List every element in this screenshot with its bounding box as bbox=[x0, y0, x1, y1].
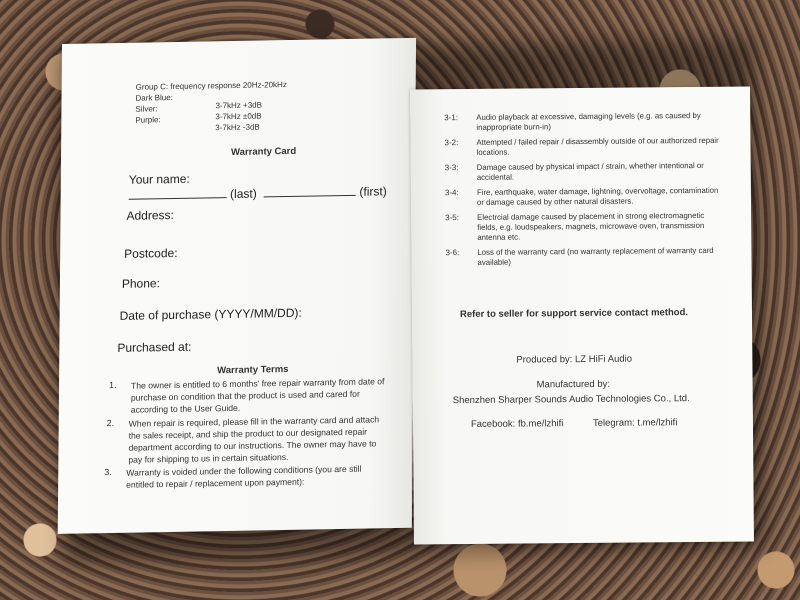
first-label: (first) bbox=[359, 184, 387, 199]
purchased-at-label: Purchased at: bbox=[117, 339, 192, 355]
manufacturer-company: Shenzhen Sharper Sounds Audio Technologies Co., Ltd. bbox=[452, 393, 690, 407]
frequency-group: Group C: frequency response 20Hz-20kHz bbox=[135, 80, 287, 92]
term-number: 3. bbox=[104, 467, 112, 478]
condition-number: 3-3: bbox=[444, 163, 459, 173]
left-page bbox=[58, 38, 416, 534]
term-text: Warranty is voided under the following conditions (you are still entitled to repair / replacement upon payment): bbox=[126, 463, 362, 490]
filter-value-dark-blue: 3-7kHz +3dB bbox=[215, 100, 263, 111]
condition-number: 3-2: bbox=[444, 138, 459, 148]
condition-text: Electrcial damage caused by placement in strong electromagnetic fields, e.g. loudspeakers, magnets, microwave oven, transmission antenna etc. bbox=[477, 210, 705, 242]
last-label: (last) bbox=[229, 186, 257, 202]
condition-number: 3-1: bbox=[444, 113, 459, 123]
term-number: 1. bbox=[108, 379, 117, 391]
right-page bbox=[410, 87, 754, 545]
condition-text: Damage caused by physical impact / strain, whether intentional or accidental. bbox=[476, 160, 704, 182]
condition-text: Fire, earthquake, water damage, lightning, overvoltage, contamination or damage caused by other natural disasters. bbox=[476, 185, 719, 207]
condition-number: 3-5: bbox=[445, 213, 459, 223]
telegram-contact: Telegram: t.me/lzhifi bbox=[592, 417, 678, 429]
condition-number: 3-4: bbox=[444, 188, 459, 198]
manufactured-by: Manufactured by: bbox=[536, 378, 611, 391]
term-number: 2. bbox=[106, 417, 115, 429]
first-name-line bbox=[264, 185, 356, 198]
condition-text: Loss of the warranty card (no warranty replacement of warranty card available) bbox=[477, 245, 714, 267]
postcode-label: Postcode: bbox=[124, 245, 178, 261]
produced-by: Produced by: LZ HiFi Audio bbox=[516, 353, 633, 366]
date-of-purchase-label: Date of purchase (YYYY/MM/DD): bbox=[119, 305, 302, 323]
last-name-line bbox=[129, 187, 227, 200]
filter-value-purple: 3-7kHz -3dB bbox=[215, 122, 260, 133]
refer-to-seller: Refer to seller for support service contact method. bbox=[459, 307, 689, 321]
term-text: The owner is entitled to 6 months' free repair warranty from date of purchase on condition that the product is used and cared for according to the User Guide. bbox=[130, 376, 385, 415]
condition-number: 3-6: bbox=[445, 248, 460, 258]
filter-color-dark-blue: Dark Blue: bbox=[135, 93, 173, 103]
condition-text: Attempted / failed repair / disassembly outside of our authorized repair locations. bbox=[476, 135, 719, 157]
your-name-label: Your name: bbox=[128, 171, 190, 187]
address-label: Address: bbox=[126, 207, 174, 223]
condition-text: Audio playback at excessive, damaging levels (e.g. as caused by inappropriate burn-in) bbox=[476, 110, 701, 132]
facebook-contact: Facebook: fb.me/lzhifi bbox=[470, 418, 564, 430]
name-row bbox=[129, 184, 387, 203]
filter-color-purple: Purple: bbox=[135, 115, 161, 125]
phone-label: Phone: bbox=[121, 276, 161, 291]
term-text: When repair is required, please fill in the warranty card and attach the sales receipt, and ship the product to our designated repair department according to our instructions. The owner may have to pay for shipping to us in certain situations. bbox=[128, 414, 380, 465]
warranty-card-title: Warranty Card bbox=[231, 145, 297, 159]
warranty-terms-title: Warranty Terms bbox=[217, 363, 289, 377]
filter-color-silver: Silver: bbox=[135, 104, 158, 114]
filter-value-silver: 3-7kHz ±0dB bbox=[215, 111, 262, 122]
